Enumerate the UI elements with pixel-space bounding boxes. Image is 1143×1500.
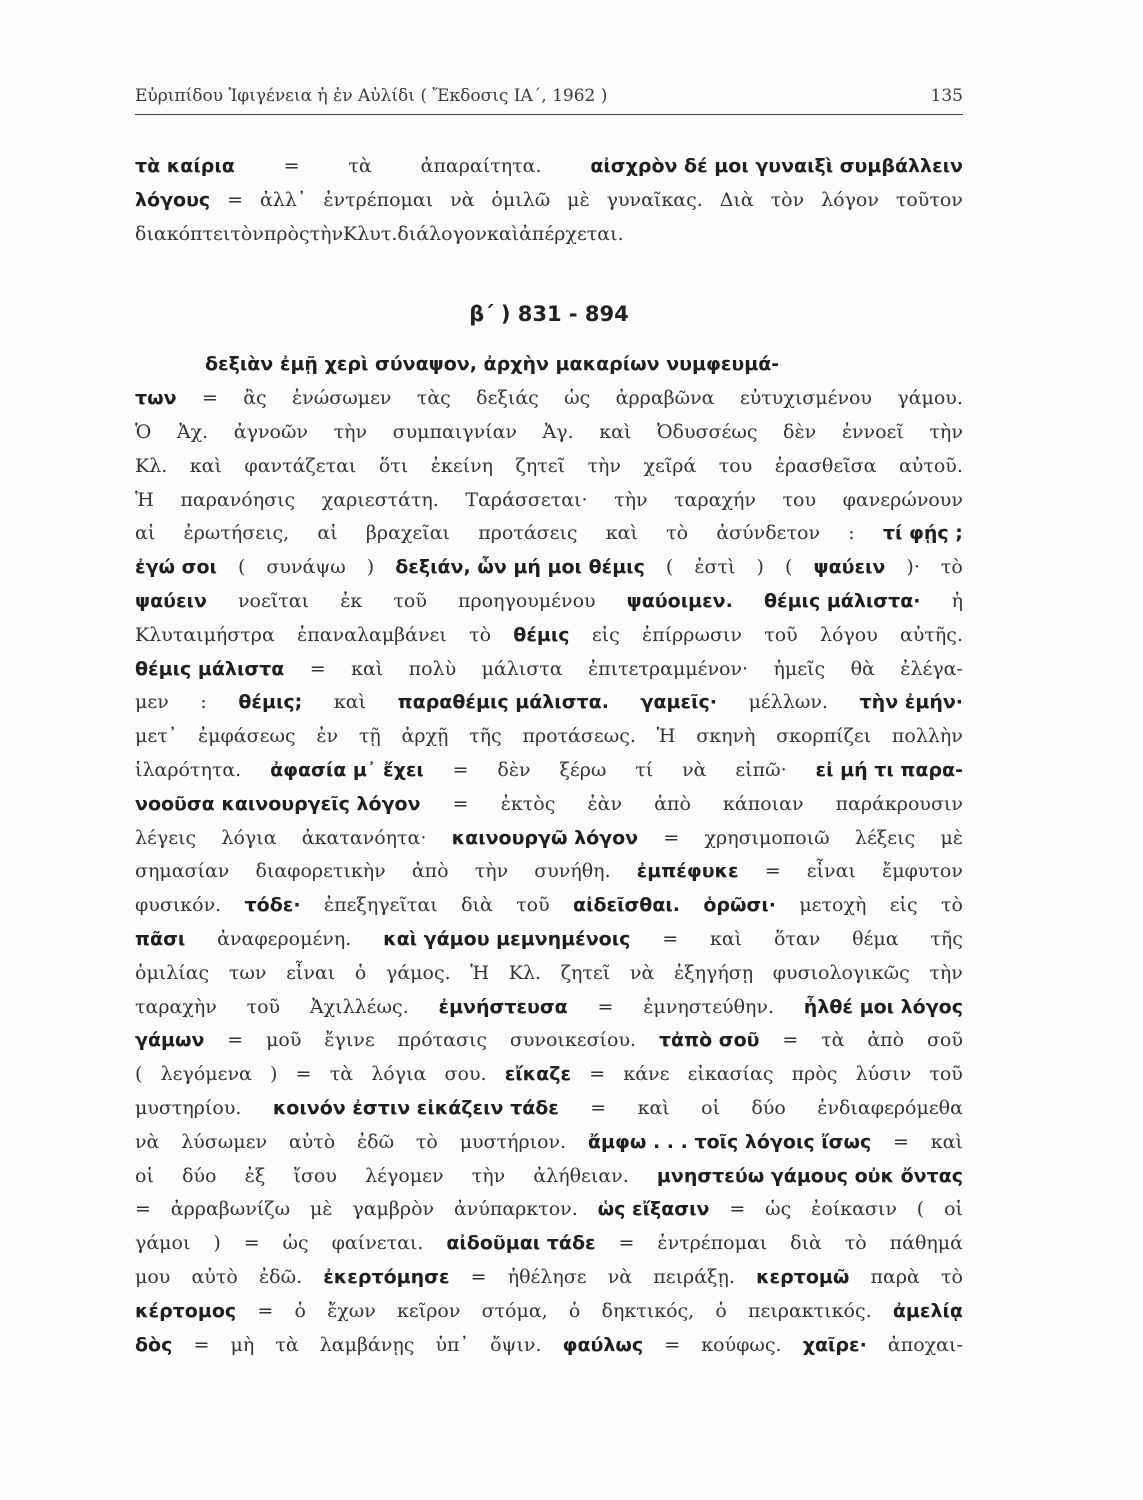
text-line: μεν : θέμις; καὶ παραθέμις μάλιστα. γαμεῖς· μέλλων. τὴν ἐμήν·: [135, 691, 963, 714]
text-line: Ἡ παρανόησις χαριεστάτη. Ταράσσεται· τὴν ταραχήν του φανερώνουν: [135, 488, 963, 511]
text-line: = ἀρραβωνίζω μὲ γαμβρὸν ἀνύπαρκτον. ὡς εἴξασιν = ὡς ἐοίκασιν ( οἱ: [135, 1198, 963, 1221]
text-line: σημασίαν διαφορετικὴν ἀπὸ τὴν συνήθη. ἐμπέφυκε = εἶναι ἔμφυτον: [135, 860, 963, 883]
text-line: αἱ ἐρωτήσεις, αἱ βραχεῖαι προτάσεις καὶ τὸ ἀσύνδετον : τί φῄς ;: [135, 522, 963, 545]
page-number: 135: [930, 86, 963, 106]
text-line: θέμις μάλιστα = καὶ πολὺ μάλιστα ἐπιτετραμμένον· ἡμεῖς θὰ ἐλέγα-: [135, 657, 963, 680]
text-line: Κλ. καὶ φαντάζεται ὅτι ἐκείνη ζητεῖ τὴν χεῖρά του ἐρασθεῖσα αὐτοῦ.: [135, 454, 963, 477]
text-line: κέρτομος = ὁ ἔχων κεῖρον στόμα, ὁ δηκτικός, ὁ πειρακτικός. ἀμελίᾳ: [135, 1299, 963, 1322]
text-line: δεξιὰν ἐμῇ χερὶ σύναψον, ἀρχὴν μακαρίων νυμφευμά-: [205, 353, 780, 376]
text-line: ψαύειν νοεῖται ἐκ τοῦ προηγουμένου ψαύοιμεν. θέμις μάλιστα· ἡ: [135, 589, 963, 612]
text-line: γάμων = μοῦ ἔγινε πρότασις συνοικεσίου. τἀπὸ σοῦ = τὰ ἀπὸ σοῦ: [135, 1029, 963, 1052]
text-line: των = ἂς ἑνώσωμεν τὰς δεξιάς ὡς ἀρραβῶνα εὐτυχισμένου γάμου.: [135, 387, 963, 410]
text-line: λόγους = ἀλλ᾽ ἐντρέπομαι νὰ ὁμιλῶ μὲ γυναῖκας. Διὰ τὸν λόγον τοῦτον: [135, 188, 963, 211]
section-heading: β΄ ) 831 - 894: [469, 302, 629, 327]
text-line: ( λεγόμενα ) = τὰ λόγια σου. εἴκαζε = κάνε εἰκασίας πρὸς λύσιν τοῦ: [135, 1063, 963, 1086]
header-title: Εὐριπίδου Ἰφιγένεια ἡ ἐν Αὐλίδι ( Ἔκδοσις ΙΑ΄, 1962 ): [135, 86, 608, 106]
text-line: φυσικόν. τόδε· ἐπεξηγεῖται διὰ τοῦ αἰδεῖσθαι. ὁρῶσι· μετοχὴ εἰς τὸ: [135, 894, 963, 917]
text-line: ὁμιλίας των εἶναι ὁ γάμος. Ἡ Κλ. ζητεῖ νὰ ἐξηγήσῃ φυσιολογικῶς τὴν: [135, 961, 963, 984]
running-header: [135, 86, 963, 115]
text-line: μου αὐτὸ ἐδῶ. ἐκερτόμησε = ἠθέλησε νὰ πειράξῃ. κερτομῶ παρὰ τὸ: [135, 1265, 963, 1288]
text-line: νοοῦσα καινουργεῖς λόγον = ἐκτὸς ἐὰν ἀπὸ κάποιαν παράκρουσιν: [135, 792, 963, 815]
text-line: νὰ λύσωμεν αὐτὸ ἐδῶ τὸ μυστήριον. ἄμφω . . . τοῖς λόγοις ἴσως = καὶ: [135, 1130, 963, 1153]
text-line: ταραχὴν τοῦ Ἀχιλλέως. ἐμνήστευσα = ἐμνηστεύθην. ἦλθέ μοι λόγος: [135, 995, 963, 1018]
text-line: τὰ καίρια = τὰ ἀπαραίτητα. αἰσχρὸν δέ μοι γυναιξὶ συμβάλλειν: [135, 155, 963, 177]
text-line: Ὁ Ἀχ. ἀγνοῶν τὴν συμπαιγνίαν Ἀγ. καὶ Ὀδυσσέως δὲν ἐννοεῖ τὴν: [135, 420, 963, 443]
commentary-text: [135, 150, 963, 1362]
text-line: γάμοι ) = ὡς φαίνεται. αἰδοῦμαι τάδε = ἐντρέπομαι διὰ τὸ πάθημά: [135, 1232, 963, 1255]
text-line: οἱ δύο ἐξ ἴσου λέγομεν τὴν ἀλήθειαν. μνηστεύω γάμους οὐκ ὄντας: [135, 1164, 963, 1187]
text-line: μετ᾽ ἐμφάσεως ἐν τῇ ἀρχῇ τῆς προτάσεως. Ἡ σκηνὴ σκορπίζει πολλὴν: [135, 725, 963, 748]
text-line: ἐγώ σοι ( συνάψω ) δεξιάν, ὧν μή μοι θέμις ( ἐστὶ ) ( ψαύειν )· τὸ: [135, 556, 963, 579]
text-line: Κλυταιμήστρα ἐπαναλαμβάνει τὸ θέμις εἰς ἐπίρρωσιν τοῦ λόγου αὐτῆς.: [135, 623, 963, 646]
text-line: μυστηρίου. κοινόν ἐστιν εἰκάζειν τάδε = καὶ οἱ δύο ἐνδιαφερόμεθα: [135, 1096, 963, 1119]
text-line: λέγεις λόγια ἀκατανόητα· καινουργῶ λόγον = χρησιμοποιῶ λέξεις μὲ: [135, 826, 963, 849]
text-line: πᾶσι ἀναφερομένη. καὶ γάμου μεμνημένοις = καὶ ὅταν θέμα τῆς: [135, 927, 963, 950]
text-line: διακόπτει τὸν πρὸς τὴν Κλυτ. διάλογον καὶ ἀπέρχεται.: [135, 222, 624, 245]
text-line: ἱλαρότητα. ἀφασία μ᾽ ἔχει = δὲν ξέρω τί νὰ εἰπῶ· εἰ μή τι παρα-: [135, 758, 963, 781]
text-line: δὸς = μὴ τὰ λαμβάνῃς ὑπ᾽ ὄψιν. φαύλως = κούφως. χαῖρε· ἀποχαι-: [135, 1333, 963, 1356]
